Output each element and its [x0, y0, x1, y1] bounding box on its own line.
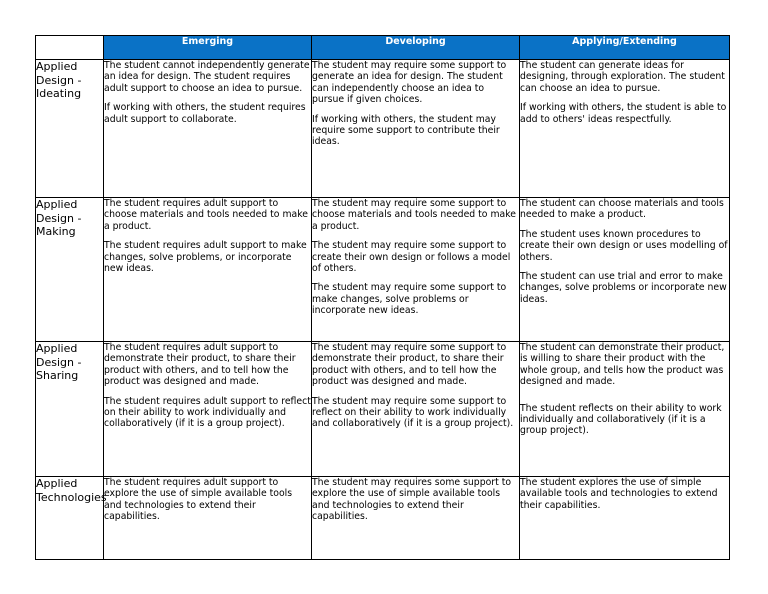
cell-emerging: [104, 60, 312, 198]
descriptor-text: The student can use trial and error to make changes, solve problems or incorporate new ideas.: [520, 271, 727, 305]
rubric-row-sharing: [36, 342, 730, 477]
criterion-label: Applied Technologies: [36, 477, 104, 560]
cell-emerging: [104, 198, 312, 342]
descriptor-text: If working with others, the student requires adult support to collaborate.: [104, 102, 306, 125]
descriptor-text: The student explores the use of simple available tools and technologies to extend their capabilities.: [520, 477, 718, 511]
descriptor-text: The student may require some support to demonstrate their product, to share their product with others, and to tell how the product was designed and made.: [312, 342, 507, 388]
descriptor-text: The student can demonstrate their product, is willing to share their product with the whole group, and tells how the product was designed and made.: [520, 342, 725, 388]
rubric-row-ideating: [36, 60, 730, 198]
descriptor-text: If working with others, the student is able to add to others' ideas respectfully.: [520, 102, 727, 125]
descriptor-text: The student can generate ideas for designing, through exploration. The student can choose an idea to pursue.: [520, 60, 725, 94]
descriptor-text: The student may require some support to create their own design or follows a model of others.: [312, 240, 511, 275]
descriptor-text: The student can choose materials and tools needed to make a product.: [520, 198, 724, 221]
criterion-label: Applied Design - Making: [36, 198, 104, 342]
criterion-label: Applied Design - Ideating: [36, 60, 104, 198]
descriptor-text: The student uses known procedures to create their own design or uses modelling of others.: [520, 228, 728, 263]
cell-developing: [312, 60, 520, 198]
header-row: [36, 36, 730, 60]
cell-applying-extending: [520, 477, 730, 560]
rubric-row-technologies: [36, 477, 730, 560]
header-corner-cell: [36, 36, 104, 60]
cell-emerging: [104, 477, 312, 560]
descriptor-text: The student requires adult support to choose materials and tools needed to make a product.: [104, 198, 308, 232]
rubric-row-making: [36, 198, 730, 342]
cell-developing: [312, 477, 520, 560]
descriptor-text: The student cannot independently generate an idea for design. The student requires adult support to choose an idea to pursue.: [104, 60, 310, 94]
cell-applying-extending: [520, 198, 730, 342]
descriptor-text: The student may require some support to make changes, solve problems or incorporate new ideas.: [312, 282, 507, 317]
descriptor-text: The student requires adult support to demonstrate their product, to share their product with others, and to tell how the product was designed and made.: [104, 342, 296, 388]
cell-developing: [312, 342, 520, 477]
cell-developing: [312, 198, 520, 342]
rubric-table: [35, 35, 730, 560]
descriptor-text: The student may require some support to generate an idea for design. The student can independently choose an idea to pursue if given choices.: [312, 60, 507, 106]
criterion-label: Applied Design - Sharing: [36, 342, 104, 477]
cell-applying-extending: [520, 342, 730, 477]
cell-emerging: [104, 342, 312, 477]
descriptor-text: The student requires adult support to explore the use of simple available tools and technologies to extend their capabilities.: [104, 477, 293, 523]
descriptor-text: The student reflects on their ability to work individually and collaboratively (if it is a group project).: [520, 402, 722, 437]
header-applying-extending: Applying/Extending: [520, 36, 730, 60]
cell-applying-extending: [520, 60, 730, 198]
header-developing: Developing: [312, 36, 520, 60]
descriptor-text: The student may require some support to choose materials and tools needed to make a product.: [312, 198, 516, 232]
descriptor-text: The student may require some support to reflect on their ability to work individually and collaboratively (if it is a group project).: [312, 395, 514, 430]
header-emerging: Emerging: [104, 36, 312, 60]
descriptor-text: If working with others, the student may require some support to contribute their ideas.: [312, 113, 500, 148]
descriptor-text: The student may requires some support to explore the use of simple available tools and technologies to extend their capabilities.: [312, 477, 512, 523]
descriptor-text: The student requires adult support to reflect on their ability to work individually and collaboratively (if it is a group project).: [104, 395, 311, 430]
descriptor-text: The student requires adult support to make changes, solve problems, or incorporate new ideas.: [104, 240, 307, 275]
